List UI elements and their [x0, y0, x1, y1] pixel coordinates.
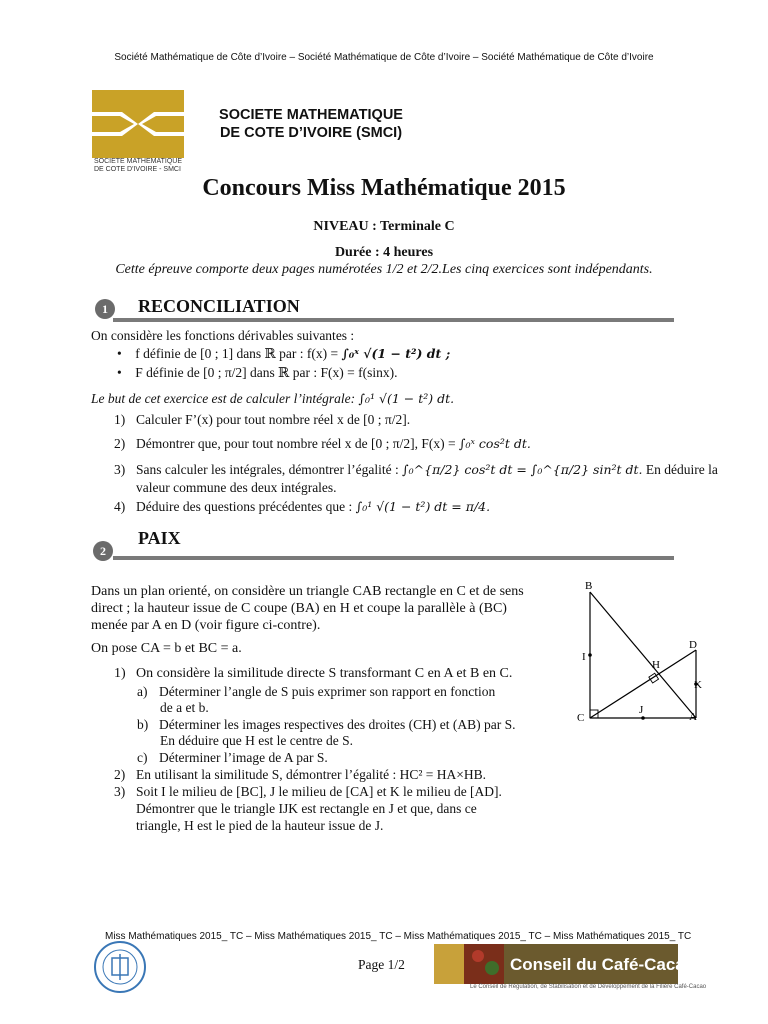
sub-question-label: b) — [137, 717, 149, 732]
label-d: D — [689, 639, 697, 651]
sponsor-subtitle: Le Conseil de Régulation, de Stabilisation et de Développement de la Filière Café-Cacao — [470, 984, 707, 990]
sub-question-label: a) — [137, 684, 148, 699]
section-1-question-4 — [114, 498, 490, 515]
section-1-badge: 1 — [95, 299, 115, 319]
intro-note: Cette épreuve comporte deux pages numérotées 1/2 et 2/2.Les cinq exercices sont indépendants. — [115, 262, 653, 277]
sub-question-text: Déterminer l’angle de S puis exprimer son rapport en fonction — [159, 684, 496, 699]
label-c: C — [577, 712, 585, 724]
port-seal-logo — [93, 940, 147, 994]
logo-caption — [94, 158, 182, 174]
triangle-figure — [570, 578, 700, 728]
bullet-1-text: f définie de [0 ; 1] dans ℝ par : f(x) = — [135, 346, 339, 361]
section-2-question-1c — [137, 749, 328, 766]
organization-name — [196, 106, 426, 142]
section-2-question-1a-continued: de a et b. — [160, 700, 209, 715]
page-title: Concours Miss Mathématique 2015 — [202, 175, 566, 201]
section-1-title: RECONCILIATION — [138, 296, 300, 316]
question-number: 4) — [114, 499, 126, 514]
running-footer: Miss Mathématiques 2015_ TC – Miss Mathématiques 2015_ TC – Miss Mathématiques 2015_ TC – Miss Mathématiques 2015_ TC — [105, 931, 692, 942]
label-i: I — [582, 651, 586, 663]
point-i — [588, 653, 592, 657]
logo-caption-line2: DE COTE D'IVOIRE - SMCI — [94, 166, 181, 173]
section-2-title: PAIX — [138, 528, 181, 548]
logo-caption-line1: SOCIETE MATHEMATIQUE — [94, 158, 183, 165]
duration: Durée : 4 heures — [334, 245, 434, 260]
question-text: Soit I le milieu de [BC], J le milieu de [CA] et K le milieu de [AD]. — [136, 784, 502, 799]
question-text: Calculer F’(x) pour tout nombre réel x de [0 ; π/2]. — [136, 412, 411, 427]
section-2-paragraph-line1: Dans un plan orienté, on considère un triangle CAB rectangle en C et de sens — [91, 584, 524, 599]
section-2-question-1a — [137, 683, 495, 700]
question-text: Déduire des questions précédentes que : — [136, 499, 353, 514]
section-1-goal — [91, 390, 454, 407]
question-text: Démontrer que, pour tout nombre réel x de [0 ; π/2], F(x) = — [136, 436, 456, 451]
sponsor-name: Conseil du Café-Cacao — [510, 955, 696, 974]
running-header: Société Mathématique de Côte d’Ivoire – Société Mathématique de Côte d’Ivoire – Société Mathématique de Côte d’Ivoire — [114, 52, 654, 63]
question-math: ∫₀¹ √(1 − t²) dt = π/4. — [355, 499, 491, 514]
point-j — [641, 716, 645, 720]
goal-text: Le but de cet exercice est de calculer l’intégrale: — [91, 391, 356, 406]
goal-math: ∫₀¹ √(1 − t²) dt. — [358, 391, 455, 406]
sub-question-text: Déterminer l’image de A par S. — [159, 750, 328, 765]
section-2-question-1b-continued: En déduire que H est le centre de S. — [160, 733, 354, 748]
section-2-question-1b — [137, 716, 516, 733]
question-number: 2) — [114, 767, 126, 782]
question-number: 3) — [114, 462, 126, 477]
section-1-question-2 — [114, 435, 531, 452]
label-j: J — [639, 704, 644, 716]
bullet-1-math: ∫₀ˣ √(1 − t²) dt ; — [341, 346, 451, 361]
question-text: Sans calculer les intégrales, démontrer l’égalité : — [136, 462, 399, 477]
section-1-question-3 — [114, 461, 718, 478]
section-2-question-1 — [114, 665, 512, 682]
segment-ba — [590, 592, 696, 718]
bullet-dot: • — [117, 346, 136, 361]
bullet-2-text: F définie de [0 ; π/2] dans ℝ par : F(x) = f(sinx). — [135, 365, 398, 380]
section-2-question-3-line2: Démontrer que le triangle IJK est rectangle en J et que, dans ce — [136, 801, 477, 816]
question-text-b: En déduire la — [645, 462, 718, 477]
section-2-definitions: On pose CA = b et BC = a. — [91, 641, 242, 656]
section-2-question-3-line3: triangle, H est le pied de la hauteur issue de J. — [136, 818, 384, 833]
section-2-paragraph-line3: menée par A en D (voir figure ci-contre). — [91, 618, 321, 633]
section-1-divider — [113, 318, 674, 322]
section-2-badge: 2 — [93, 541, 113, 561]
section-2-question-2 — [114, 766, 486, 783]
question-number: 3) — [114, 784, 126, 799]
section-2-question-3 — [114, 783, 502, 800]
section-2-divider — [113, 556, 674, 560]
question-math: ∫₀^{π/2} cos²t dt = ∫₀^{π/2} sin²t dt. — [402, 462, 643, 477]
label-h: H — [652, 659, 660, 671]
bullet-dot: • — [117, 365, 136, 380]
question-text: En utilisant la similitude S, démontrer l’égalité : HC² = HA×HB. — [136, 767, 486, 782]
organization-name-line2: DE COTE D’IVOIRE (SMCI) — [219, 125, 403, 141]
section-1-lead: On considère les fonctions dérivables suivantes : — [91, 328, 355, 343]
question-number: 1) — [114, 666, 126, 681]
question-number: 1) — [114, 412, 126, 427]
smci-logo — [92, 90, 184, 158]
label-a: A — [689, 711, 697, 723]
question-math: ∫₀ˣ cos²t dt. — [458, 436, 531, 451]
sub-question-text: Déterminer les images respectives des droites (CH) et (AB) par S. — [159, 717, 516, 732]
organization-name-line1: SOCIETE MATHEMATIQUE — [219, 107, 403, 123]
question-number: 2) — [114, 436, 126, 451]
question-text: On considère la similitude directe S transformant C en A et B en C. — [136, 666, 513, 681]
page-number: Page 1/2 — [358, 957, 405, 972]
sub-question-label: c) — [137, 750, 148, 765]
section-1-bullet-1 — [117, 345, 450, 362]
level: NIVEAU : Terminale C — [313, 219, 455, 234]
label-k: K — [694, 679, 702, 691]
section-1-question-3-continued: valeur commune des deux intégrales. — [136, 480, 337, 495]
section-1-question-1 — [114, 411, 410, 428]
section-1-bullet-2 — [117, 364, 397, 381]
label-b: B — [585, 580, 593, 592]
section-2-paragraph-line2: direct ; la hauteur issue de C coupe (BA) en H et coupe la parallèle à (BC) — [91, 601, 507, 616]
